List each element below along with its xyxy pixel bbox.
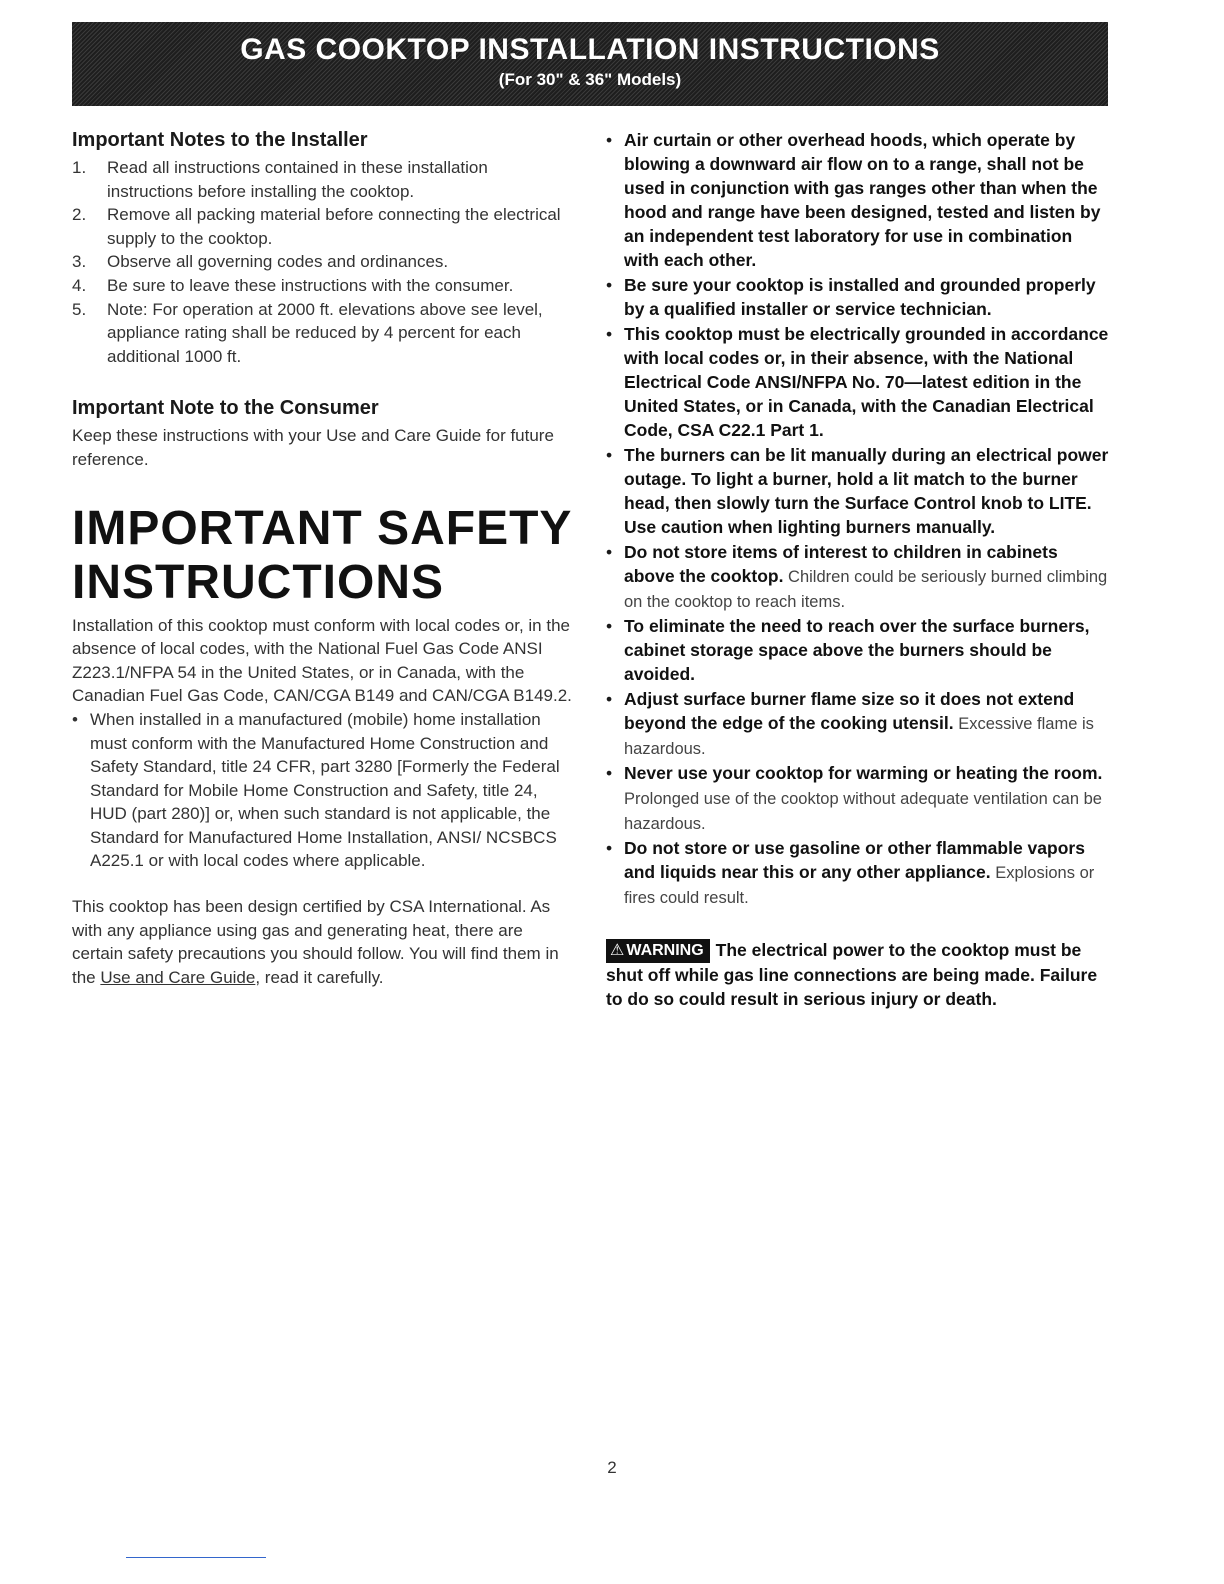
- installer-notes-list: [72, 156, 572, 368]
- consumer-note-text: Keep these instructions with your Use and Care Guide for future reference.: [72, 426, 554, 469]
- list-item: [72, 274, 572, 298]
- right-column: [606, 128, 1110, 1011]
- warning-badge: [606, 939, 710, 963]
- bullet-icon: •: [606, 616, 613, 636]
- item-text: Read all instructions contained in these installation instructions before installing the cooktop.: [107, 158, 488, 201]
- safety-intro: Installation of this cooktop must conform with local codes or, in the absence of local codes, with the National Fuel Gas Code ANSI Z223.1/NFPA 54 in the United States, or in Canada, with the Canadian Fuel Gas Code, CAN/CGA B149 and CAN/CGA B149.2.: [72, 615, 572, 706]
- list-item: [606, 836, 1110, 910]
- bullet-bold-text: Adjust surface burner flame size so it does not extend beyond the edge of the cooking utensil.: [624, 689, 1075, 733]
- bullet-bold-text: This cooktop must be electrically grounded in accordance with local codes or, in their absence, with the National Electrical Code ANSI/NFPA No. 70—latest edition in the United States, or in Canada, with the Canadian Electrical Code, CSA C22.1 Part 1.: [624, 324, 1109, 440]
- consumer-note-heading: Important Note to the Consumer: [72, 397, 379, 420]
- bullet-icon: •: [606, 838, 613, 858]
- item-text: Observe all governing codes and ordinances.: [107, 252, 449, 272]
- list-item: [606, 540, 1110, 614]
- item-number: 2.: [72, 205, 87, 225]
- item-text: Remove all packing material before connecting the electrical supply to the cooktop.: [107, 205, 561, 248]
- bullet-bold-text: Do not store or use gasoline or other flammable vapors and liquids near this or any other appliance.: [624, 838, 1085, 882]
- consumer-note-section: [72, 396, 572, 471]
- mobile-home-list: [72, 708, 572, 873]
- bullet-bold-text: The burners can be lit manually during an electrical power outage. To light a burner, hold a lit match to the burner head, then slowly turn the Surface Control knob to LITE. Use caution when lighting burners manually.: [624, 445, 1109, 537]
- item-text: Note: For operation at 2000 ft. elevations above see level, appliance rating shall be reduced by 4 percent for each additional 1000 ft.: [107, 299, 543, 366]
- bullet-icon: •: [606, 763, 613, 783]
- warning-triangle-icon: ⚠: [610, 942, 625, 959]
- list-item: [606, 761, 1110, 836]
- footer-rule: [126, 1557, 266, 1558]
- certification-paragraph: [72, 895, 572, 989]
- list-item: [606, 128, 1110, 273]
- list-item: [606, 322, 1110, 443]
- item-text: Be sure to leave these instructions with the consumer.: [107, 275, 514, 295]
- document-title: GAS COOKTOP INSTALLATION INSTRUCTIONS: [240, 33, 940, 66]
- bullet-icon: •: [72, 709, 78, 729]
- bullet-icon: •: [606, 542, 613, 562]
- left-column: [72, 128, 572, 989]
- safety-bullets: [606, 128, 1110, 910]
- bullet-icon: •: [606, 275, 613, 295]
- bullet-bold-text: Do not store items of interest to children in cabinets above the cooktop.: [624, 542, 1058, 586]
- item-number: 1.: [72, 158, 87, 177]
- bullet-normal-text: Children could be seriously burned climbing on the cooktop to reach items.: [624, 568, 1108, 611]
- bullet-bold-text: Air curtain or other overhead hoods, which operate by blowing a downward air flow on to a range, shall not be used in conjunction with gas ranges other than when the hood and range have been designed, tested and listen by an independent test laboratory for use in combination with each other.: [624, 130, 1101, 270]
- item-number: 5.: [72, 299, 87, 319]
- certification-text: This cooktop has been design certified by CSA International. As with any appliance using gas and generating heat, there are certain safety precautions you should follow. You will find them in the: [72, 897, 559, 987]
- bullet-bold-text: Never use your cooktop for warming or heating the room.: [624, 763, 1103, 783]
- warning-block: [606, 938, 1110, 1011]
- warning-badge-label: WARNING: [626, 942, 704, 959]
- list-item: [606, 614, 1110, 687]
- bullet-normal-text: Excessive flame is hazardous.: [624, 715, 1094, 758]
- list-item: [72, 298, 572, 369]
- use-and-care-guide-link[interactable]: Use and Care Guide: [100, 967, 256, 987]
- warning-text: The electrical power to the cooktop must be shut off while gas line connections are being made. Failure to do so could result in serious injury or death.: [606, 940, 1098, 1009]
- header-banner: [72, 22, 1108, 106]
- installer-notes-heading: Important Notes to the Installer: [72, 129, 368, 151]
- document-subtitle: (For 30" & 36" Models): [498, 70, 682, 89]
- list-item: [606, 687, 1110, 761]
- page-number: 2: [607, 1458, 617, 1477]
- item-text: When installed in a manufactured (mobile) home installation must conform with the Manufactured Home Construction and Safety Standard, title 24 CFR, part 3280 [Formerly the Federal Standard for Mobile Home Construction and Safety, title 24, HUD (part 280)] or, when such standard is not applicable, the Standard for Manufactured Home Installation, ANSI/ NCSBCS A225.1 or with local codes where applicable.: [90, 709, 560, 871]
- bullet-bold-text: To eliminate the need to reach over the surface burners, cabinet storage space above the burners should be avoided.: [624, 616, 1090, 684]
- list-item: [72, 708, 572, 873]
- item-number: 3.: [72, 252, 87, 272]
- bullet-icon: •: [606, 689, 613, 709]
- bullet-bold-text: Be sure your cooktop is installed and grounded properly by a qualified installer or service technician.: [624, 275, 1096, 319]
- list-item: [72, 250, 572, 274]
- list-item: [72, 156, 572, 203]
- list-item: [606, 443, 1110, 540]
- safety-title: IMPORTANT SAFETY INSTRUCTIONS: [72, 501, 572, 609]
- list-item: [72, 203, 572, 250]
- bullet-normal-text: Prolonged use of the cooktop without adequate ventilation can be hazardous.: [624, 790, 1102, 833]
- list-item: [606, 273, 1110, 322]
- bullet-icon: •: [606, 130, 613, 150]
- certification-text-end: , read it carefully.: [255, 967, 384, 987]
- bullet-icon: •: [606, 445, 613, 465]
- bullet-normal-text: Explosions or fires could result.: [624, 864, 1095, 907]
- bullet-icon: •: [606, 324, 613, 344]
- item-number: 4.: [72, 275, 87, 295]
